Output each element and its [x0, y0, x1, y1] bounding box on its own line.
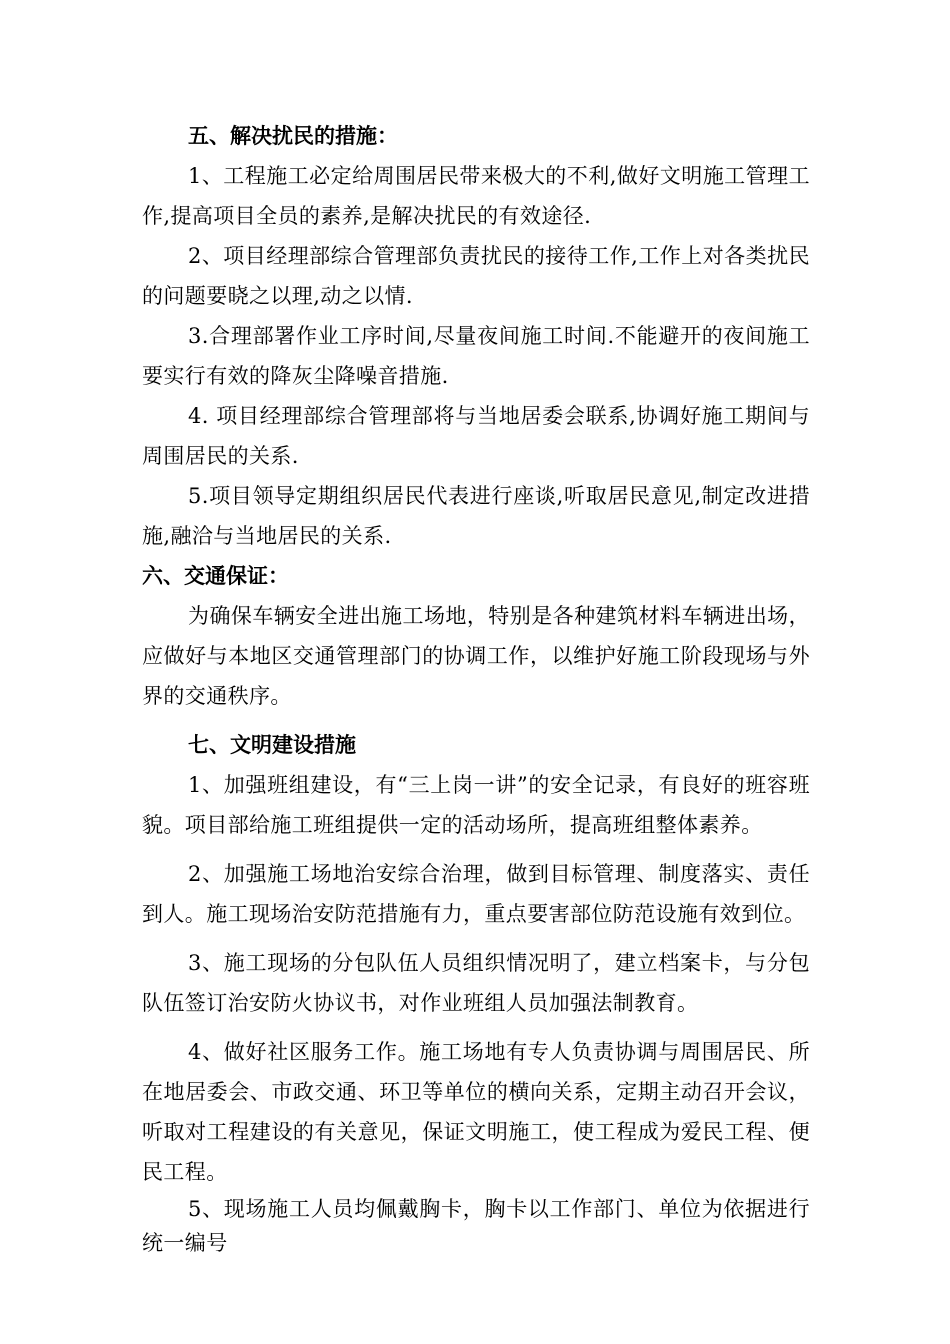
document-body	[142, 116, 810, 1260]
paragraph: 1、加强班组建设，有“三上岗一讲”的安全记录，有良好的班容班貌。项目部给施工班组提供一定的活动场所，提高班组整体素养。	[142, 773, 810, 837]
paragraph: 为确保车辆安全进出施工场地，特别是各种建筑材料车辆进出场，应做好与本地区交通管理部门的协调工作，以维护好施工阶段现场与外界的交通秩序。	[142, 604, 810, 708]
paragraph: 5、现场施工人员均佩戴胸卡，胸卡以工作部门、单位为依据进行统一编号	[142, 1197, 810, 1255]
paragraph: 4、做好社区服务工作。施工场地有专人负责协调与周围居民、所在地居委会、市政交通、环卫等单位的横向关系，定期主动召开会议，听取对工程建设的有关意见，保证文明施工，使工程成为爱民工程、便民工程。	[142, 1040, 810, 1184]
paragraph: 2、加强施工场地治安综合治理，做到目标管理、制度落实、责任到人。施工现场治安防范措施有力，重点要害部位防范设施有效到位。	[142, 862, 810, 926]
section-heading-traffic: 六、交通保证：	[142, 563, 289, 588]
section-heading-disturbance: 五、解决扰民的措施：	[188, 123, 398, 148]
paragraph: 3、施工现场的分包队伍人员组织情况明了，建立档案卡，与分包队伍签订治安防火协议书，对作业班组人员加强法制教育。	[142, 951, 810, 1015]
paragraph: 5.项目领导定期组织居民代表进行座谈,听取居民意见,制定改进措施,融洽与当地居民的关系.	[142, 484, 810, 548]
section-heading-civilization: 七、文明建设措施	[188, 732, 356, 757]
paragraph: 2、项目经理部综合管理部负责扰民的接待工作,工作上对各类扰民的问题要晓之以理,动之以情.	[142, 244, 810, 308]
paragraph: 3.合理部署作业工序时间,尽量夜间施工时间.不能避开的夜间施工要实行有效的降灰尘降噪音措施.	[142, 324, 810, 388]
paragraph: 4. 项目经理部综合管理部将与当地居委会联系,协调好施工期间与周围居民的关系.	[142, 404, 810, 468]
paragraph: 1、工程施工必定给周围居民带来极大的不利,做好文明施工管理工作,提高项目全员的素养,是解决扰民的有效途径.	[142, 164, 810, 228]
